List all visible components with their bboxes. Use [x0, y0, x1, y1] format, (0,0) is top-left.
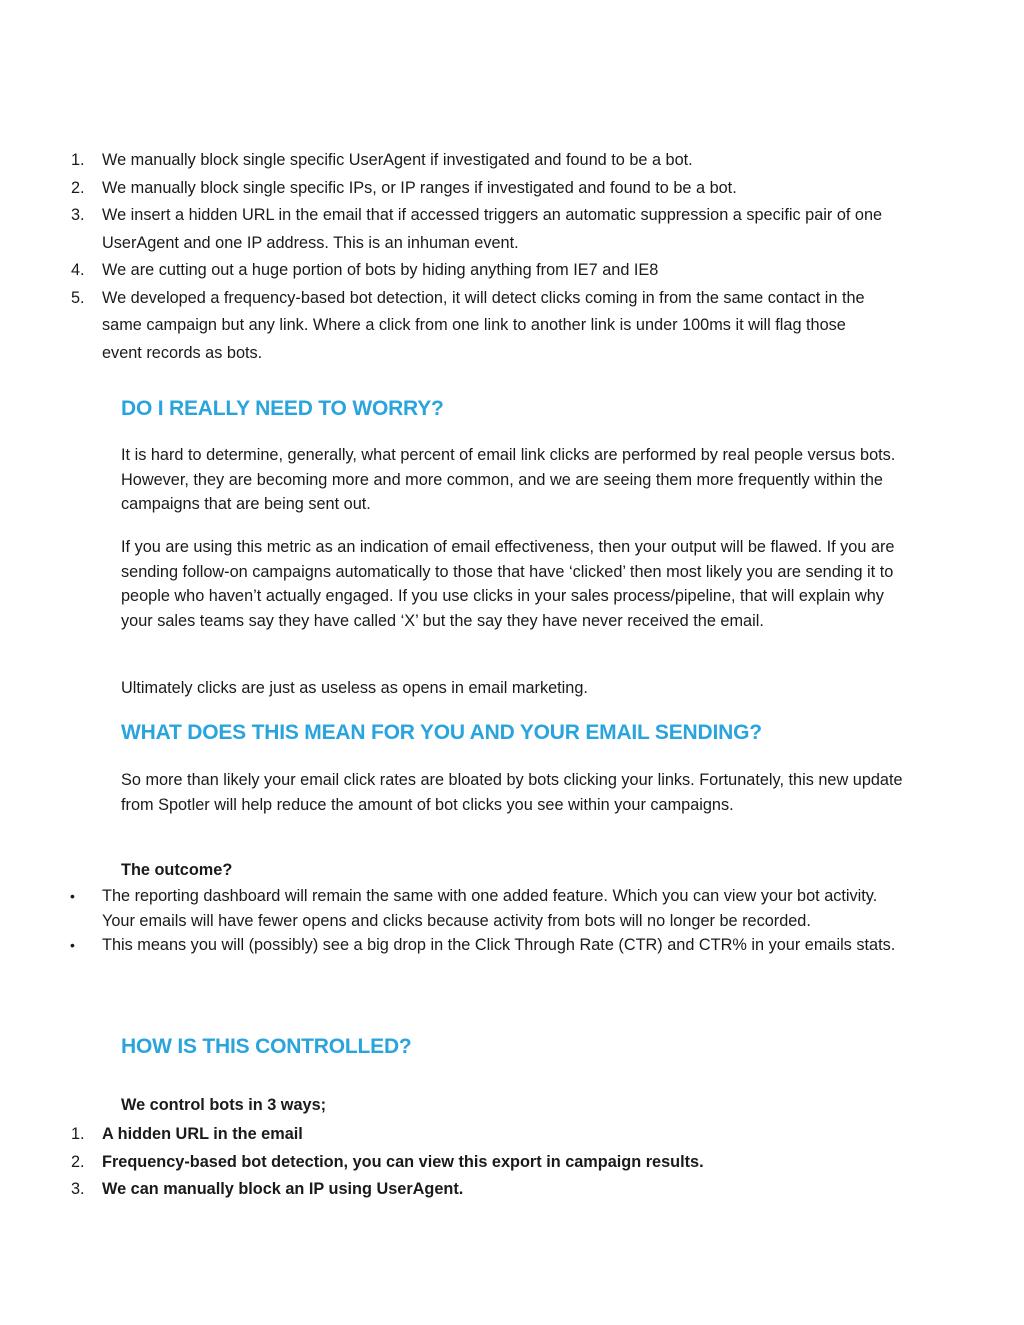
list-text: We are cutting out a huge portion of bots by hiding anything from IE7 and IE8: [102, 261, 659, 279]
heading-meaning: WHAT DOES THIS MEAN FOR YOU AND YOUR EMAIL SENDING?: [121, 721, 762, 744]
list-number: 3.: [71, 206, 85, 224]
list-item: [0, 1176, 824, 1204]
paragraph-meaning-1: So more than likely your email click rates are bloated by bots clicking your links. Fortunately, this new update from Spotler will help reduce the amount of bot clicks you see within your campaigns.: [121, 771, 903, 814]
list-text: A hidden URL in the email: [102, 1125, 303, 1143]
paragraph-worry-3: Ultimately clicks are just as useless as opens in email marketing.: [121, 679, 588, 697]
list-item: [0, 1121, 824, 1149]
intro-numbered-list: [0, 147, 1024, 367]
list-item: [0, 175, 1024, 203]
control-intro: We control bots in 3 ways;: [121, 1096, 327, 1114]
control-numbered-list: [0, 1121, 824, 1204]
list-item: [0, 257, 1024, 285]
list-text: We can manually block an IP using UserAgent.: [102, 1180, 464, 1198]
paragraph-worry-1: It is hard to determine, generally, what percent of email link clicks are performed by real people versus bots. However, they are becoming more and more common, and we are seeing them more frequently within the campaigns that are being sent out.: [121, 446, 896, 514]
outcome-bullet-list: [0, 884, 1024, 958]
heading-control: HOW IS THIS CONTROLLED?: [121, 1035, 412, 1058]
heading-worry: DO I REALLY NEED TO WORRY?: [121, 397, 444, 420]
list-number: 4.: [71, 261, 85, 279]
list-number: 5.: [71, 288, 85, 307]
list-number: 3.: [71, 1180, 85, 1198]
list-number: 2.: [71, 178, 85, 197]
list-item: [0, 285, 1024, 368]
bullet-item: [0, 884, 1024, 933]
list-item: [0, 1149, 824, 1177]
bullet-marker: •: [70, 937, 75, 954]
list-text: We developed a frequency-based bot detection, it will detect clicks coming in from the same contact in the same campaign but any link. Where a click from one link to another link is under 100ms it will flag those event records as bots.: [102, 288, 865, 362]
list-number: 2.: [71, 1152, 85, 1171]
list-item: [0, 147, 1024, 175]
bullet-item: [0, 933, 1024, 958]
bullet-marker: •: [70, 888, 75, 904]
list-item: [0, 202, 1024, 257]
list-text: Frequency-based bot detection, you can view this export in campaign results.: [102, 1152, 704, 1171]
paragraph-worry-2: If you are using this metric as an indication of email effectiveness, then your output will be flawed. If you are sending follow-on campaigns automatically to those that have ‘clicked’ then most likely you are sending it to people who haven’t actually engaged. If you use clicks in your sales process/pipeline, that will explain why your sales teams say they have called ‘X’ but the say they have never received the email.: [121, 538, 895, 630]
list-text: We manually block single specific IPs, or IP ranges if investigated and found to be a bot.: [102, 178, 737, 197]
list-number: 1.: [71, 1125, 85, 1143]
list-text: We insert a hidden URL in the email that if accessed triggers an automatic suppression a specific pair of one UserAgent and one IP address. This is an inhuman event.: [102, 206, 883, 252]
list-text: We manually block single specific UserAgent if investigated and found to be a bot.: [102, 151, 693, 169]
bullet-text: This means you will (possibly) see a big drop in the Click Through Rate (CTR) and CTR% in your emails stats.: [102, 936, 896, 955]
bullet-text: The reporting dashboard will remain the same with one added feature. Which you can view your bot activity. Your emails will have fewer opens and clicks because activity from bots will no longer be recorded.: [102, 887, 878, 930]
outcome-label: The outcome?: [121, 861, 233, 879]
list-number: 1.: [71, 151, 85, 169]
